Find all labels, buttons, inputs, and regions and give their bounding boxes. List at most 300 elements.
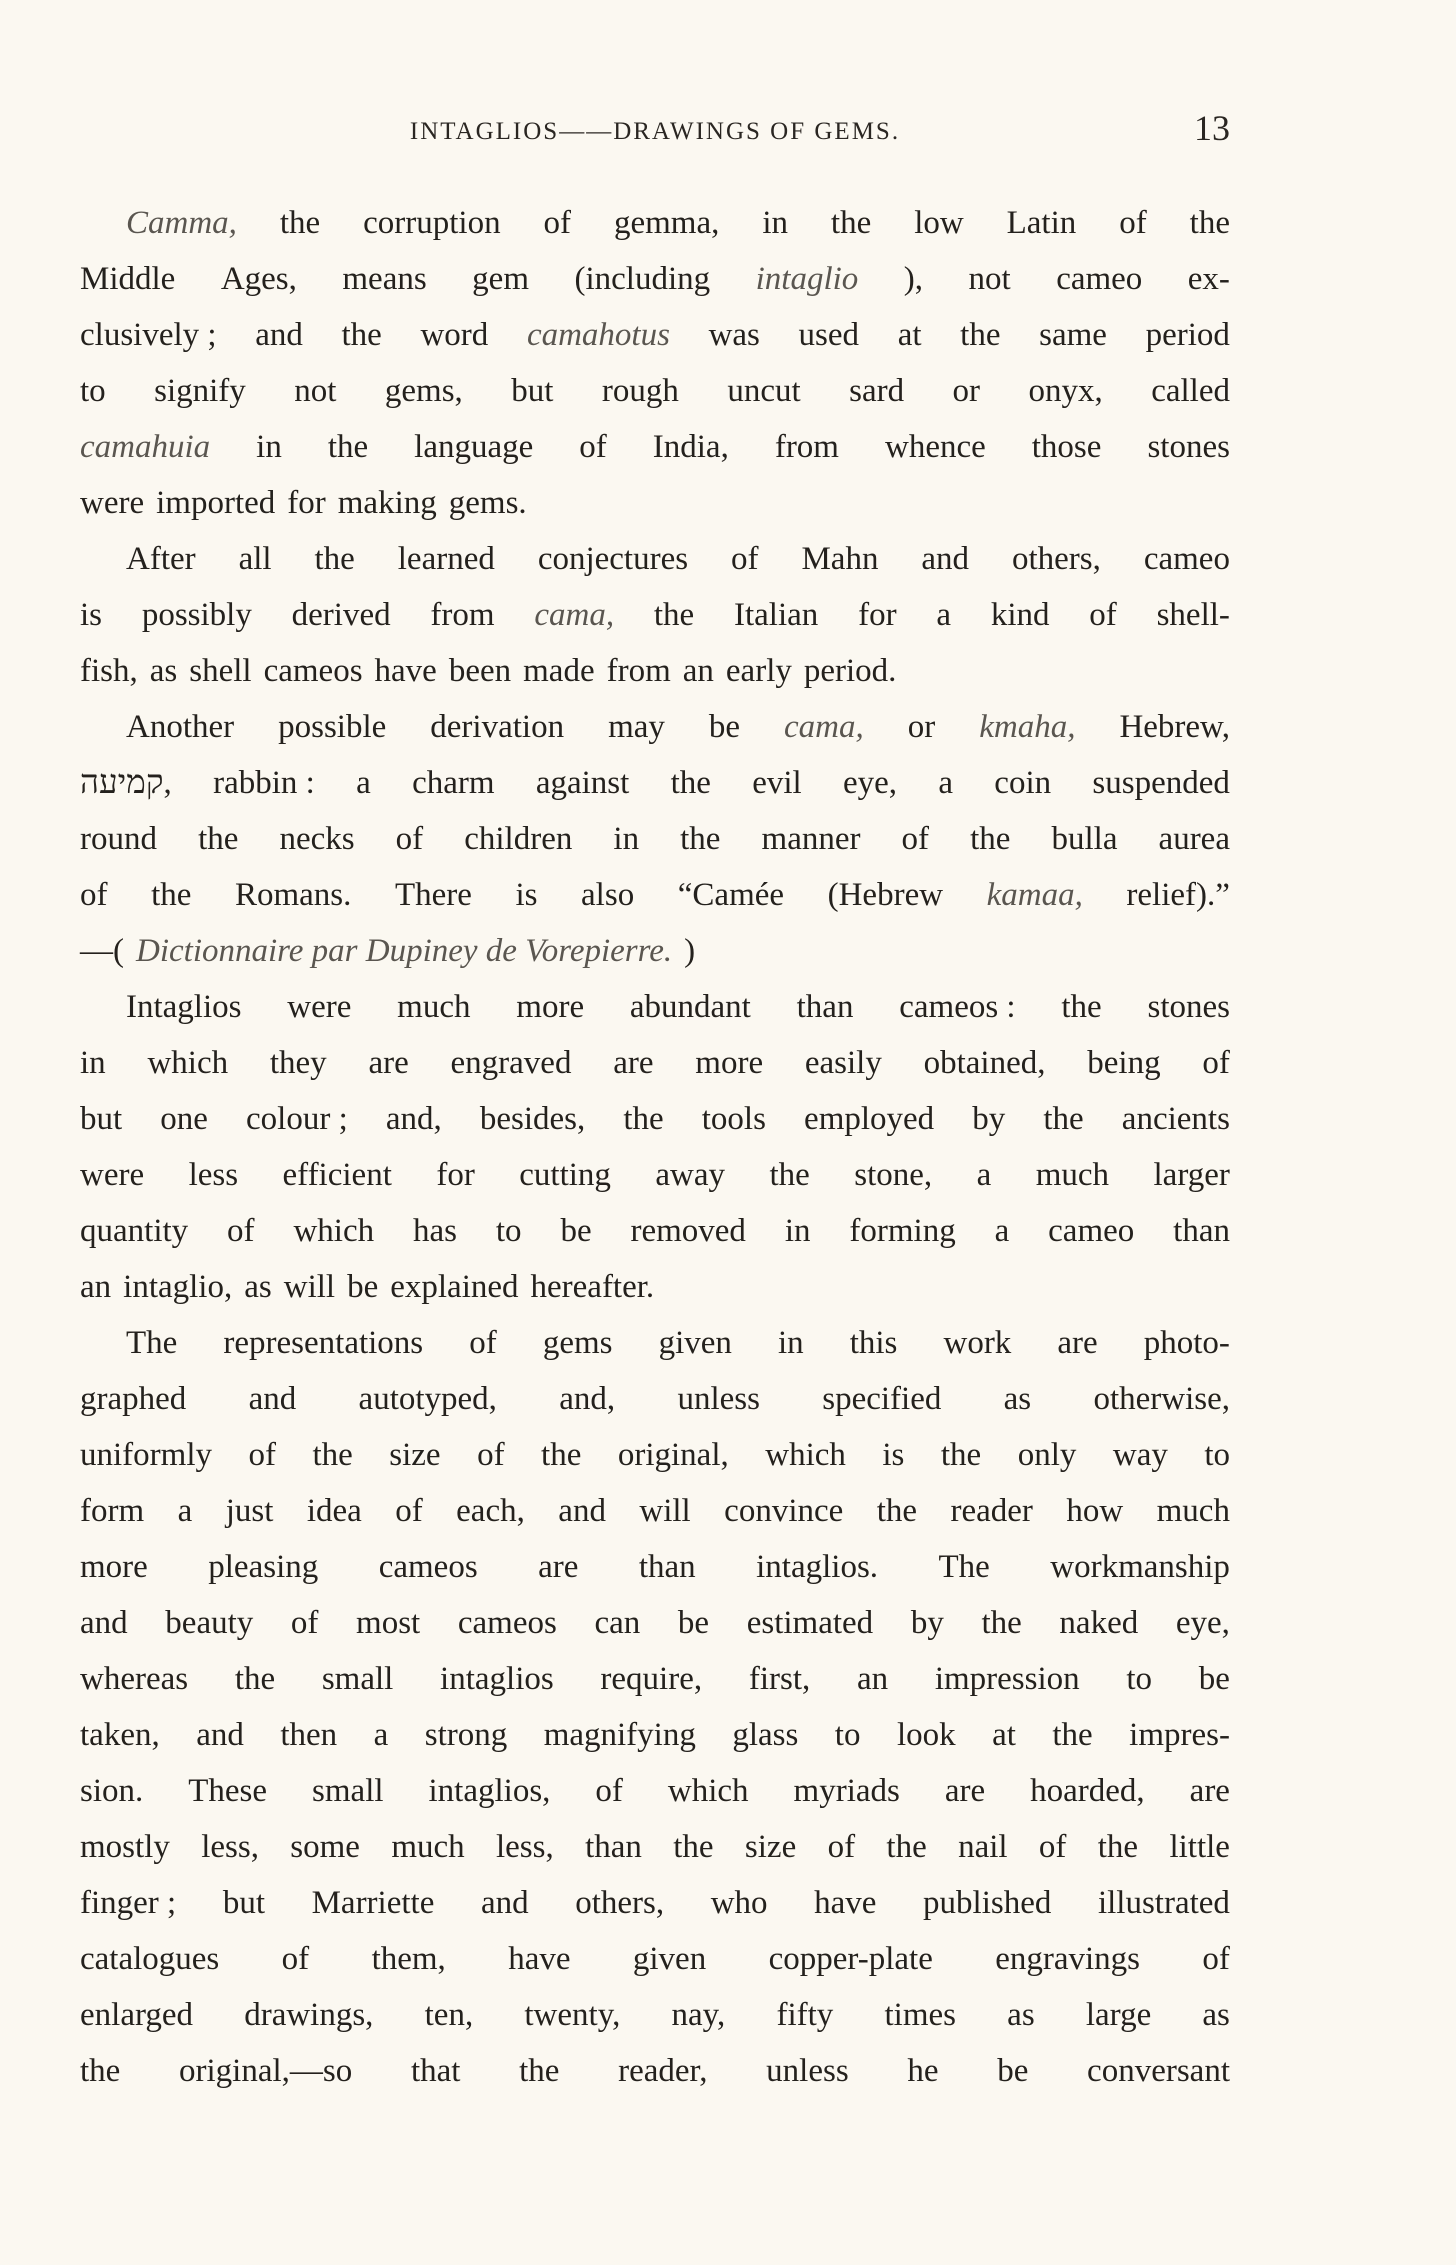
- word: more: [516, 989, 585, 1025]
- word: some: [290, 1829, 360, 1865]
- word: those: [1031, 429, 1102, 465]
- word: the: [769, 1157, 810, 1193]
- word: unless: [677, 1381, 760, 1417]
- word: as: [1003, 1381, 1032, 1417]
- word: much: [391, 1829, 465, 1865]
- body-text: [80, 195, 1230, 2099]
- word: much: [1156, 1493, 1230, 1529]
- word: a: [938, 765, 953, 801]
- word: kind: [990, 597, 1050, 633]
- word: may: [608, 709, 665, 745]
- word: be: [708, 709, 741, 745]
- word: abundant: [629, 989, 751, 1025]
- word: onyx,: [1028, 373, 1103, 409]
- word: an: [80, 1269, 112, 1305]
- word: manner: [761, 821, 861, 857]
- word: the: [234, 1661, 276, 1697]
- word: to: [834, 1717, 861, 1753]
- word: explained: [390, 1269, 519, 1305]
- word: —(: [80, 933, 124, 969]
- word: of: [1038, 1829, 1067, 1865]
- word: look: [896, 1717, 956, 1753]
- word: at: [897, 317, 922, 353]
- word: ten,: [424, 1997, 474, 2033]
- word: are: [944, 1773, 986, 1809]
- word: also: [581, 877, 635, 913]
- word: the: [830, 205, 872, 241]
- word: suspended: [1092, 765, 1230, 801]
- word: just: [225, 1493, 274, 1529]
- text-line: [80, 1539, 1230, 1595]
- word: in: [613, 821, 640, 857]
- word: sard: [849, 373, 905, 409]
- word: impression: [934, 1661, 1080, 1697]
- word: period.: [803, 653, 897, 689]
- word: and: [196, 1717, 244, 1753]
- word: ancients: [1121, 1101, 1230, 1137]
- word: which: [293, 1213, 375, 1249]
- word: necks: [279, 821, 355, 857]
- word: hoarded,: [1030, 1773, 1145, 1809]
- word: same: [1039, 317, 1107, 353]
- word: or: [907, 709, 936, 745]
- text-line: [80, 2043, 1230, 2099]
- word: (including: [574, 261, 711, 297]
- word: made: [523, 653, 595, 689]
- word: rabbin :: [213, 765, 315, 801]
- word: hereafter.: [530, 1269, 655, 1305]
- word: Italian: [734, 597, 819, 633]
- word: of: [579, 429, 607, 465]
- word: the: [327, 429, 369, 465]
- word: unless: [766, 2053, 849, 2089]
- word: of: [1202, 1941, 1230, 1977]
- word: early: [725, 653, 792, 689]
- word: period: [1145, 317, 1230, 353]
- word: in: [777, 1325, 804, 1361]
- italic-word: Camma,: [126, 205, 237, 241]
- word: the: [341, 317, 382, 353]
- word: in: [256, 429, 282, 465]
- word: others,: [1011, 541, 1101, 577]
- word: a: [976, 1157, 992, 1193]
- word: an: [856, 1661, 889, 1697]
- word: and,: [559, 1381, 616, 1417]
- word: and: [921, 541, 970, 577]
- word: ex-: [1187, 261, 1230, 297]
- word: India,: [652, 429, 729, 465]
- word: (Hebrew: [827, 877, 944, 913]
- word: less: [188, 1157, 239, 1193]
- word: Latin: [1006, 205, 1077, 241]
- word: the: [653, 597, 695, 633]
- word: work: [943, 1325, 1012, 1361]
- word: uncut: [727, 373, 801, 409]
- word: copper-plate: [768, 1941, 933, 1977]
- text-line: [80, 195, 1230, 251]
- word: stone,: [854, 1157, 933, 1193]
- text-line: [80, 307, 1230, 363]
- word: be: [347, 1269, 379, 1305]
- word: each,: [456, 1493, 525, 1529]
- word: as: [1202, 1997, 1230, 2033]
- word: glass: [732, 1717, 799, 1753]
- word: larger: [1153, 1157, 1230, 1193]
- word: or: [952, 373, 981, 409]
- word: they: [269, 1045, 327, 1081]
- word: of: [543, 205, 572, 241]
- word: he: [907, 2053, 939, 2089]
- word: a: [177, 1493, 193, 1529]
- word: be: [1198, 1661, 1230, 1697]
- word: but: [511, 373, 554, 409]
- text-line: [80, 1035, 1230, 1091]
- word: require,: [600, 1661, 703, 1697]
- word: making: [337, 485, 437, 521]
- text-line: [80, 1595, 1230, 1651]
- word: derived: [291, 597, 391, 633]
- word: stones: [1147, 429, 1230, 465]
- word: of: [469, 1325, 497, 1361]
- word: have: [374, 653, 437, 689]
- word: against: [535, 765, 630, 801]
- word: more: [80, 1549, 148, 1585]
- word: of: [595, 1773, 623, 1809]
- word: of: [80, 877, 108, 913]
- word: than: [585, 1829, 642, 1865]
- word: being: [1087, 1045, 1161, 1081]
- word: from: [774, 429, 839, 465]
- word: gemma,: [613, 205, 720, 241]
- word: twenty,: [524, 1997, 621, 2033]
- word: gems: [542, 1325, 613, 1361]
- word: means: [342, 261, 427, 297]
- word: efficient: [282, 1157, 392, 1193]
- word: original,—so: [179, 2053, 353, 2089]
- text-line: [80, 1931, 1230, 1987]
- word: otherwise,: [1093, 1381, 1230, 1417]
- word: the: [680, 821, 721, 857]
- italic-word: camahuia: [80, 429, 211, 465]
- word: less,: [495, 1829, 554, 1865]
- word: form: [80, 1493, 145, 1529]
- word: coin: [994, 765, 1052, 801]
- word: eye,: [1175, 1605, 1230, 1641]
- word: are: [613, 1045, 654, 1081]
- word: enlarged: [80, 1997, 194, 2033]
- word: engraved: [450, 1045, 572, 1081]
- word: intaglios: [440, 1661, 554, 1697]
- word: given: [658, 1325, 732, 1361]
- text-line: [80, 699, 1230, 755]
- word: the: [623, 1101, 664, 1137]
- word: are: [368, 1045, 409, 1081]
- word: to: [1204, 1437, 1230, 1473]
- text-line: [80, 1651, 1230, 1707]
- word: gems,: [384, 373, 463, 409]
- word: in: [784, 1213, 811, 1249]
- word: derivation: [430, 709, 565, 745]
- text-line: [80, 1091, 1230, 1147]
- word: much: [397, 989, 471, 1025]
- word: colour ;: [246, 1101, 348, 1137]
- word: than: [638, 1549, 696, 1585]
- word: taken,: [80, 1717, 160, 1753]
- word: them,: [371, 1941, 446, 1977]
- word: ),: [903, 261, 924, 297]
- word: The: [126, 1325, 178, 1361]
- text-line: [80, 1707, 1230, 1763]
- italic-word: kmaha,: [979, 709, 1076, 745]
- word: more: [695, 1045, 764, 1081]
- word: small: [321, 1661, 394, 1697]
- word: of: [395, 1493, 423, 1529]
- word: be: [997, 2053, 1029, 2089]
- text-line: [80, 1987, 1230, 2043]
- word: idea: [306, 1493, 362, 1529]
- word: only: [1017, 1437, 1077, 1473]
- word: will: [639, 1493, 691, 1529]
- word: small: [312, 1773, 384, 1809]
- word: clusively ;: [80, 317, 217, 353]
- word: the: [960, 317, 1001, 353]
- word: is: [80, 597, 103, 633]
- word: conjectures: [537, 541, 689, 577]
- word: published: [923, 1885, 1052, 1921]
- word: removed: [630, 1213, 746, 1249]
- word: the: [279, 205, 321, 241]
- word: Hebrew,: [1119, 709, 1230, 745]
- word: for: [858, 597, 897, 633]
- word: the: [1061, 989, 1102, 1025]
- word: signify: [154, 373, 246, 409]
- word: possibly: [141, 597, 252, 633]
- word: been: [448, 653, 512, 689]
- word: and,: [385, 1101, 442, 1137]
- word: were: [287, 989, 352, 1025]
- word: are: [538, 1549, 579, 1585]
- word: way: [1112, 1437, 1168, 1473]
- text-line: [80, 1371, 1230, 1427]
- word: cameos :: [899, 989, 1016, 1025]
- word: After: [126, 541, 196, 577]
- word: to: [80, 373, 106, 409]
- word: the: [886, 1829, 927, 1865]
- word: shell-: [1156, 597, 1230, 633]
- text-line: [80, 643, 1230, 699]
- word: drawings,: [244, 1997, 374, 2033]
- word: naked: [1059, 1605, 1139, 1641]
- word: as: [1007, 1997, 1035, 2033]
- word: sion.: [80, 1773, 144, 1809]
- word: of: [827, 1829, 856, 1865]
- word: a: [994, 1213, 1010, 1249]
- word: for: [436, 1157, 475, 1193]
- word: is: [515, 877, 538, 913]
- text-line: [80, 1875, 1230, 1931]
- word: at: [992, 1717, 1016, 1753]
- word: the: [312, 1437, 353, 1473]
- text-line: [80, 1203, 1230, 1259]
- word: tools: [701, 1101, 766, 1137]
- word: impres-: [1129, 1717, 1230, 1753]
- word: children: [464, 821, 573, 857]
- text-line: [80, 1427, 1230, 1483]
- text-line: [80, 251, 1230, 307]
- word: engravings: [995, 1941, 1141, 1977]
- word: the: [970, 821, 1011, 857]
- word: of: [281, 1941, 310, 1977]
- word: to: [495, 1213, 522, 1249]
- word: most: [356, 1605, 421, 1641]
- word: the: [1052, 1717, 1093, 1753]
- word: There: [394, 877, 472, 913]
- text-line: [80, 1483, 1230, 1539]
- italic-word: camahotus: [526, 317, 670, 353]
- word: workmanship: [1050, 1549, 1230, 1585]
- word: myriads: [793, 1773, 900, 1809]
- word: forming: [849, 1213, 956, 1249]
- text-line: [80, 811, 1230, 867]
- text-line: [80, 419, 1230, 475]
- word: the: [541, 1437, 582, 1473]
- word: in: [80, 1045, 106, 1081]
- word: size: [389, 1437, 441, 1473]
- word: which: [667, 1773, 749, 1809]
- word: that: [410, 2053, 461, 2089]
- word: corruption: [363, 205, 501, 241]
- word: then: [280, 1717, 338, 1753]
- word: of: [1089, 597, 1117, 633]
- text-line: [80, 531, 1230, 587]
- word: convince: [724, 1493, 844, 1529]
- word: the: [314, 541, 355, 577]
- word: will: [283, 1269, 336, 1305]
- word: easily: [804, 1045, 882, 1081]
- word: rough: [601, 373, 679, 409]
- word: Middle: [80, 261, 176, 297]
- word: conversant: [1087, 2053, 1230, 2089]
- word: reader,: [618, 2053, 708, 2089]
- word: evil: [752, 765, 802, 801]
- word: are: [1057, 1325, 1098, 1361]
- word: cameos: [378, 1549, 478, 1585]
- text-line: [80, 979, 1230, 1035]
- text-line: [80, 475, 1230, 531]
- word: have: [814, 1885, 877, 1921]
- word: were: [80, 1157, 145, 1193]
- word: word: [420, 317, 489, 353]
- word: others,: [575, 1885, 665, 1921]
- word: original,: [617, 1437, 729, 1473]
- word: has: [412, 1213, 457, 1249]
- word: the: [1189, 205, 1230, 241]
- text-line: [80, 1147, 1230, 1203]
- word: not: [294, 373, 337, 409]
- word: gem: [472, 261, 529, 297]
- word: an: [682, 653, 714, 689]
- word: a: [373, 1717, 389, 1753]
- word: but: [80, 1101, 123, 1137]
- word: The: [938, 1549, 990, 1585]
- word: the: [670, 765, 711, 801]
- word: nay,: [671, 1997, 726, 2033]
- word: from: [606, 653, 671, 689]
- word: graphed: [80, 1381, 187, 1417]
- text-line: [80, 1819, 1230, 1875]
- text-line: [80, 755, 1230, 811]
- word: can: [594, 1605, 641, 1641]
- word: be: [677, 1605, 710, 1641]
- word: charm: [412, 765, 495, 801]
- word: cameos: [457, 1605, 557, 1641]
- word: of: [290, 1605, 319, 1641]
- word: have: [508, 1941, 571, 1977]
- word: Romans.: [234, 877, 352, 913]
- word: autotyped,: [358, 1381, 497, 1417]
- word: finger ;: [80, 1885, 177, 1921]
- word: of: [1202, 1045, 1230, 1081]
- italic-word: Dictionnaire par Dupiney de Vorepierre.: [136, 933, 673, 969]
- word: how: [1066, 1493, 1124, 1529]
- word: imported: [156, 485, 276, 521]
- word: ): [684, 933, 696, 969]
- word: gems.: [448, 485, 527, 521]
- text-line: [80, 867, 1230, 923]
- word: pleasing: [208, 1549, 319, 1585]
- word: first,: [748, 1661, 811, 1697]
- text-line: [80, 923, 1230, 979]
- word: the: [519, 2053, 560, 2089]
- word: the: [1097, 1829, 1139, 1865]
- word: photo-: [1143, 1325, 1230, 1361]
- word: given: [632, 1941, 707, 1977]
- word: shell: [189, 653, 252, 689]
- word: intaglios,: [428, 1773, 551, 1809]
- word: large: [1085, 1997, 1152, 2033]
- page-number: 13: [1194, 108, 1230, 148]
- italic-word: cama,: [784, 709, 864, 745]
- word: eye,: [843, 765, 898, 801]
- word: mostly: [80, 1829, 170, 1865]
- word: quantity: [80, 1213, 189, 1249]
- word: cameo: [1056, 261, 1143, 297]
- word: low: [914, 205, 964, 241]
- word: this: [849, 1325, 898, 1361]
- word: of: [477, 1437, 505, 1473]
- word: who: [710, 1885, 768, 1921]
- word: away: [655, 1157, 726, 1193]
- word: learned: [397, 541, 495, 577]
- word: whence: [884, 429, 986, 465]
- word: fish,: [80, 653, 138, 689]
- word: and: [255, 317, 303, 353]
- word: cameos: [263, 653, 363, 689]
- text-line: [80, 1259, 1230, 1315]
- word: besides,: [479, 1101, 586, 1137]
- word: cameo: [1143, 541, 1230, 577]
- word: illustrated: [1097, 1885, 1230, 1921]
- word: and: [558, 1493, 606, 1529]
- word: and: [248, 1381, 297, 1417]
- word: not: [968, 261, 1011, 297]
- word: from: [430, 597, 495, 633]
- word: uniformly: [80, 1437, 212, 1473]
- word: of: [248, 1437, 276, 1473]
- word: and: [80, 1605, 128, 1641]
- word: the: [876, 1493, 918, 1529]
- italic-word: cama,: [534, 597, 615, 633]
